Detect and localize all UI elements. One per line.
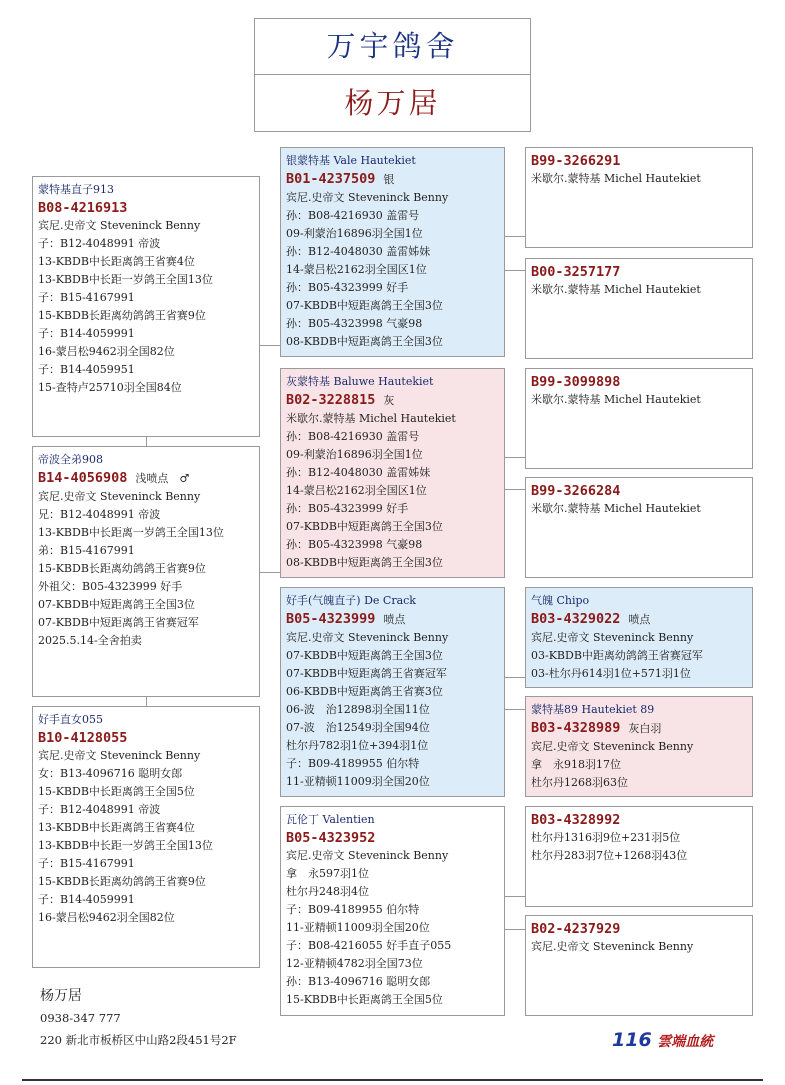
pedigree-line: 14-蒙吕松2162羽全国区1位 bbox=[286, 484, 427, 497]
owner-phone: 0938-347 777 bbox=[40, 1011, 121, 1025]
pedigree-line: 07-波 治12549羽全国94位 bbox=[286, 721, 430, 734]
ring-number bbox=[38, 729, 254, 747]
owner-contact bbox=[40, 985, 237, 1051]
sibling-card-1[interactable] bbox=[32, 446, 260, 697]
pedigree-line: 11-亚精顿11009羽全国20位 bbox=[286, 921, 430, 934]
pedigree-line: 杜尔丹782羽1位+394羽1位 bbox=[286, 739, 429, 752]
pedigree-line: 米歇尔.蒙特基 Michel Hautekiet bbox=[531, 502, 701, 515]
logo-number: 116 bbox=[612, 1029, 652, 1051]
brand-logo bbox=[612, 1029, 713, 1051]
ring-number-text: B02-3228815 bbox=[286, 392, 376, 408]
pedigree-line: 07-KBDB中短距离鸽王全国3位 bbox=[286, 299, 443, 312]
pedigree-line: 06-KBDB中短距离鸽王省赛3位 bbox=[286, 685, 443, 698]
pedigree-line: 13-KBDB中长距一岁鸽王全国13位 bbox=[38, 839, 213, 852]
pedigree-line: 子：B12-4048991 帝波 bbox=[38, 803, 161, 816]
parent-card-4[interactable] bbox=[280, 806, 505, 1016]
pedigree-line: 15-查特卢25710羽全国84位 bbox=[38, 381, 182, 394]
pedigree-line: 孙：B05-4323998 气豪98 bbox=[286, 317, 423, 330]
pedigree-line: 03-KBDB中距离幼鸽鸽王省赛冠军 bbox=[531, 649, 703, 662]
pedigree-line: 孙：B05-4323999 好手 bbox=[286, 502, 409, 515]
ring-number-text: B99-3266291 bbox=[531, 153, 621, 169]
bottom-divider bbox=[22, 1079, 763, 1081]
pedigree-line: 07-KBDB中短距离鸽王省赛冠军 bbox=[38, 616, 199, 629]
ring-number bbox=[531, 152, 747, 170]
connector bbox=[505, 270, 525, 271]
ring-number-text: B03-4328992 bbox=[531, 812, 621, 828]
parent-card-3[interactable] bbox=[280, 587, 505, 797]
pedigree-line: 弟：B15-4167991 bbox=[38, 544, 135, 557]
sibling-card-2[interactable] bbox=[32, 706, 260, 968]
pedigree-line: 15-KBDB长距离幼鸽鸽王省赛9位 bbox=[38, 562, 206, 575]
pedigree-line: 07-KBDB中短距离鸽王全国3位 bbox=[38, 598, 195, 611]
connector bbox=[505, 677, 525, 678]
connector bbox=[146, 437, 147, 446]
pedigree-line: 子：B09-4189955 伯尔特 bbox=[286, 903, 420, 916]
pedigree-line: 外祖父：B05-4323999 好手 bbox=[38, 580, 183, 593]
pedigree-line: 子：B15-4167991 bbox=[38, 291, 135, 304]
connector bbox=[260, 572, 280, 573]
pedigree-line: 06-波 治12898羽全国11位 bbox=[286, 703, 430, 716]
color-note: 灰白羽 bbox=[628, 722, 662, 735]
owner-title: 杨万居 bbox=[344, 86, 441, 120]
ring-number bbox=[531, 719, 747, 738]
pedigree-line: 12-亚精顿4782羽全国73位 bbox=[286, 957, 423, 970]
pedigree-line: 11-亚精顿11009羽全国20位 bbox=[286, 775, 430, 788]
connector bbox=[146, 697, 147, 706]
pedigree-line: 子：B14-4059991 bbox=[38, 327, 135, 340]
pigeon-name: 瓦伦丁 Valentien bbox=[286, 813, 375, 826]
pedigree-line: 米歇尔.蒙特基 Michel Hautekiet bbox=[531, 283, 701, 296]
grandparent-card-5[interactable] bbox=[525, 587, 753, 688]
ring-number bbox=[531, 920, 747, 938]
connector bbox=[505, 457, 525, 458]
pedigree-line: 米歇尔.蒙特基 Michel Hautekiet bbox=[531, 172, 701, 185]
connector bbox=[505, 896, 525, 897]
color-note: 喷点 bbox=[628, 613, 651, 626]
sire-card[interactable] bbox=[280, 147, 505, 357]
pigeon-name: 帝波全弟908 bbox=[38, 453, 103, 466]
grandparent-card-4[interactable] bbox=[525, 477, 753, 578]
ring-number-text: B08-4216913 bbox=[38, 200, 128, 216]
pedigree-line: 07-KBDB中短距离鸽王全国3位 bbox=[286, 649, 443, 662]
pedigree-line: 2025.5.14-全舍拍卖 bbox=[38, 634, 142, 647]
ring-number-text: B01-4237509 bbox=[286, 171, 376, 187]
pedigree-line: 15-KBDB中长距离鸽王全国5位 bbox=[38, 785, 195, 798]
pedigree-line: 米歇尔.蒙特基 Michel Hautekiet bbox=[286, 412, 456, 425]
grandparent-card-2[interactable] bbox=[525, 258, 753, 359]
pedigree-line: 孙：B12-4048030 盖雷姊妹 bbox=[286, 245, 431, 258]
pedigree-line: 孙：B08-4216930 盖雷号 bbox=[286, 209, 420, 222]
logo-text: 雲端血統 bbox=[657, 1034, 714, 1050]
pedigree-line: 15-KBDB长距离幼鸽鸽王省赛9位 bbox=[38, 309, 206, 322]
ring-number bbox=[286, 170, 499, 189]
grandparent-card-7[interactable] bbox=[525, 806, 753, 907]
pedigree-line: 兄：B12-4048991 帝波 bbox=[38, 508, 161, 521]
color-note: 银 bbox=[383, 173, 395, 186]
ring-number bbox=[531, 610, 747, 629]
pedigree-line: 子：B08-4216055 好手直子055 bbox=[286, 939, 452, 952]
pedigree-line: 孙：B05-4323999 好手 bbox=[286, 281, 409, 294]
ring-number-text: B02-4237929 bbox=[531, 921, 621, 937]
pedigree-line: 15-KBDB中长距离鸽王全国5位 bbox=[286, 993, 443, 1006]
pedigree-line: 13-KBDB中长距一岁鸽王全国13位 bbox=[38, 273, 213, 286]
pedigree-line: 拿 永597羽1位 bbox=[286, 867, 369, 880]
pedigree-line: 宾尼.史帝文 Steveninck Benny bbox=[38, 490, 201, 503]
pedigree-line: 08-KBDB中短距离鸽王全国3位 bbox=[286, 335, 443, 348]
ring-number-text: B03-4328989 bbox=[531, 720, 621, 736]
ring-number-text: B05-4323952 bbox=[286, 830, 376, 846]
header-box bbox=[254, 18, 531, 132]
pigeon-name: 气魄 Chipo bbox=[531, 594, 590, 607]
ring-number bbox=[286, 391, 499, 410]
pedigree-line: 米歇尔.蒙特基 Michel Hautekiet bbox=[531, 393, 701, 406]
grandparent-card-6[interactable] bbox=[525, 696, 753, 797]
ring-number bbox=[531, 263, 747, 281]
pedigree-line: 宾尼.史帝文 Steveninck Benny bbox=[286, 191, 449, 204]
ring-number-text: B03-4329022 bbox=[531, 611, 621, 627]
pedigree-line: 03-杜尔丹614羽1位+571羽1位 bbox=[531, 667, 691, 680]
pedigree-line: 孙：B05-4323998 气豪98 bbox=[286, 538, 423, 551]
grandparent-card-8[interactable] bbox=[525, 915, 753, 1016]
pedigree-line: 杜尔丹283羽7位+1268羽43位 bbox=[531, 849, 688, 862]
pigeon-name: 灰蒙特基 Baluwe Hautekiet bbox=[286, 375, 434, 388]
ring-number-text: B10-4128055 bbox=[38, 730, 128, 746]
pedigree-line: 宾尼.史帝文 Steveninck Benny bbox=[531, 740, 694, 753]
ring-number bbox=[531, 482, 747, 500]
connector bbox=[505, 489, 525, 490]
ring-number bbox=[531, 811, 747, 829]
pigeon-name: 银蒙特基 Vale Hautekiet bbox=[286, 154, 416, 167]
pigeon-name: 蒙特基89 Hautekiet 89 bbox=[531, 703, 655, 716]
ring-number-text: B14-4056908 bbox=[38, 470, 128, 486]
dam-card[interactable] bbox=[280, 368, 505, 578]
ring-number bbox=[531, 373, 747, 391]
owner-name: 杨万居 bbox=[40, 988, 82, 1004]
connector bbox=[505, 929, 525, 930]
pedigree-line: 宾尼.史帝文 Steveninck Benny bbox=[38, 219, 201, 232]
pedigree-line: 07-KBDB中短距离鸽王省赛冠军 bbox=[286, 667, 447, 680]
ring-number bbox=[286, 610, 499, 629]
pedigree-line: 孙：B12-4048030 盖雷姊妹 bbox=[286, 466, 431, 479]
pedigree-line: 杜尔丹1268羽63位 bbox=[531, 776, 628, 789]
pigeon-name: 好手(气魄直子) De Crack bbox=[286, 594, 416, 607]
pedigree-line: 07-KBDB中短距离鸽王全国3位 bbox=[286, 520, 443, 533]
connector bbox=[505, 236, 525, 237]
pedigree-line: 杜尔丹1316羽9位+231羽5位 bbox=[531, 831, 681, 844]
pedigree-line: 宾尼.史帝文 Steveninck Benny bbox=[286, 631, 449, 644]
connector bbox=[505, 709, 525, 710]
pedigree-line: 宾尼.史帝文 Steveninck Benny bbox=[286, 849, 449, 862]
pedigree-line: 宾尼.史帝文 Steveninck Benny bbox=[531, 631, 694, 644]
pedigree-line: 子：B09-4189955 伯尔特 bbox=[286, 757, 420, 770]
pedigree-line: 16-蒙吕松9462羽全国82位 bbox=[38, 345, 175, 358]
ring-number-text: B99-3099898 bbox=[531, 374, 621, 390]
grandparent-card-3[interactable] bbox=[525, 368, 753, 469]
loft-name: 万宇鸽舍 bbox=[255, 19, 530, 75]
pedigree-line: 13-KBDB中长距离鸽王省赛4位 bbox=[38, 821, 195, 834]
subject-card[interactable] bbox=[32, 176, 260, 437]
pedigree-line: 子：B14-4059951 bbox=[38, 363, 135, 376]
pedigree-line: 杜尔丹248羽4位 bbox=[286, 885, 369, 898]
pedigree-line: 16-蒙吕松9462羽全国82位 bbox=[38, 911, 175, 924]
ring-number-text: B05-4323999 bbox=[286, 611, 376, 627]
pedigree-line: 宾尼.史帝文 Steveninck Benny bbox=[531, 940, 694, 953]
ring-number-text: B99-3266284 bbox=[531, 483, 621, 499]
pedigree-line: 孙：B08-4216930 盖雷号 bbox=[286, 430, 420, 443]
pedigree-line: 09-利蒙治16896羽全国1位 bbox=[286, 448, 423, 461]
pedigree-line: 拿 永918羽17位 bbox=[531, 758, 621, 771]
pedigree-line: 子：B14-4059991 bbox=[38, 893, 135, 906]
pedigree-line: 宾尼.史帝文 Steveninck Benny bbox=[38, 749, 201, 762]
color-note: 浅喷点 ♂ bbox=[135, 472, 190, 485]
ring-number bbox=[286, 829, 499, 847]
pedigree-line: 13-KBDB中长距离鸽王省赛4位 bbox=[38, 255, 195, 268]
pigeon-name: 蒙特基直子913 bbox=[38, 183, 114, 196]
connector bbox=[260, 345, 280, 346]
color-note: 喷点 bbox=[383, 613, 406, 626]
pedigree-line: 14-蒙吕松2162羽全国区1位 bbox=[286, 263, 427, 276]
pedigree-line: 孙：B13-4096716 聪明女郎 bbox=[286, 975, 431, 988]
pedigree-line: 09-利蒙治16896羽全国1位 bbox=[286, 227, 423, 240]
pedigree-line: 子：B15-4167991 bbox=[38, 857, 135, 870]
ring-number bbox=[38, 469, 254, 488]
pedigree-line: 女：B13-4096716 聪明女郎 bbox=[38, 767, 183, 780]
ring-number bbox=[38, 199, 254, 217]
pigeon-name: 好手直女055 bbox=[38, 713, 103, 726]
pedigree-line: 13-KBDB中长距离一岁鸽王全国13位 bbox=[38, 526, 224, 539]
color-note: 灰 bbox=[383, 394, 395, 407]
ring-number-text: B00-3257177 bbox=[531, 264, 621, 280]
pedigree-line: 15-KBDB长距离幼鸽鸽王省赛9位 bbox=[38, 875, 206, 888]
grandparent-card-1[interactable] bbox=[525, 147, 753, 248]
pedigree-line: 08-KBDB中短距离鸽王全国3位 bbox=[286, 556, 443, 569]
pedigree-line: 子：B12-4048991 帝波 bbox=[38, 237, 161, 250]
owner-address: 220 新北市板桥区中山路2段451号2F bbox=[40, 1033, 237, 1047]
